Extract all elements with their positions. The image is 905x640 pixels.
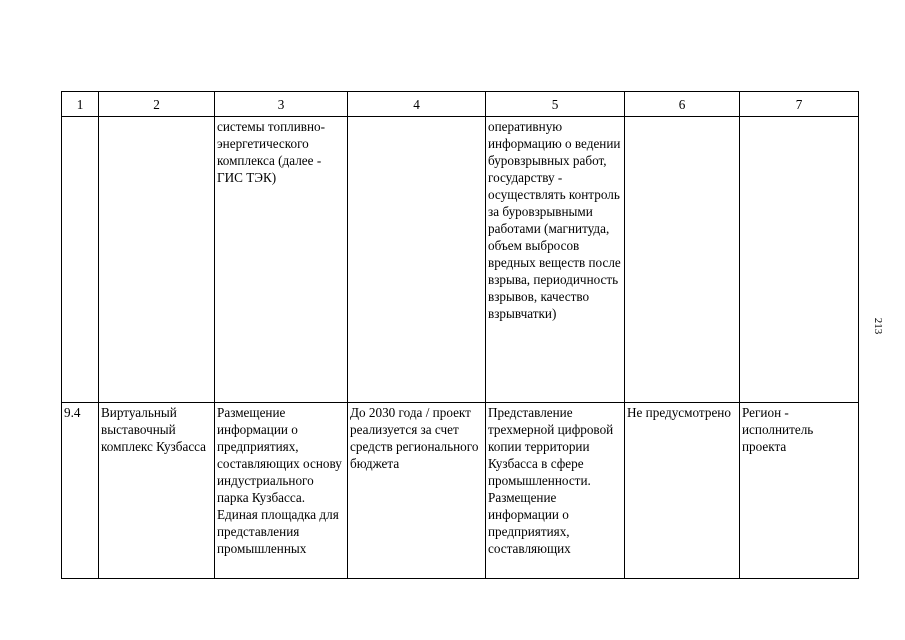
header-cell-3: 3 xyxy=(215,92,348,117)
data-table xyxy=(61,91,859,579)
table-cell-number: 9.4 xyxy=(62,403,99,579)
table-cell-funding: Не предусмотрено xyxy=(625,403,740,579)
table-row xyxy=(62,117,859,403)
header-cell-2: 2 xyxy=(99,92,215,117)
table-cell-timeline: До 2030 года / проект реализуется за счет средств регионального бюджета xyxy=(348,403,486,579)
table-cell-description: Размещение информации о предприятиях, составляющих основу индустриального парка Кузбасса. Единая площадка для представления промышленных xyxy=(215,403,348,579)
table-cell-name xyxy=(99,117,215,403)
table-cell-executor xyxy=(740,117,859,403)
table-cell-description: системы топливно-энергетического комплекса (далее - ГИС ТЭК) xyxy=(215,117,348,403)
table-cell-executor: Регион - исполнитель проекта xyxy=(740,403,859,579)
header-cell-4: 4 xyxy=(348,92,486,117)
table-header-row xyxy=(62,92,859,117)
table-cell-timeline xyxy=(348,117,486,403)
header-cell-5: 5 xyxy=(486,92,625,117)
header-cell-1: 1 xyxy=(62,92,99,117)
header-cell-7: 7 xyxy=(740,92,859,117)
table-cell-name: Виртуальный выставочный комплекс Кузбасса xyxy=(99,403,215,579)
table-cell-effect: Представление трехмерной цифровой копии территории Кузбасса в сфере промышленности. Размещение информации о предприятиях, составляющих xyxy=(486,403,625,579)
page-number: 213 xyxy=(872,317,884,335)
table-cell-effect: оперативную информацию о ведении буровзрывных работ, государству - осуществлять контроль за буровзрывными работами (магнитуда, объем выбросов вредных веществ после взрыва, периодичность взрывов, качество взрывчатки) xyxy=(486,117,625,403)
table-cell-funding xyxy=(625,117,740,403)
table-cell-number xyxy=(62,117,99,403)
table-row xyxy=(62,403,859,579)
header-cell-6: 6 xyxy=(625,92,740,117)
